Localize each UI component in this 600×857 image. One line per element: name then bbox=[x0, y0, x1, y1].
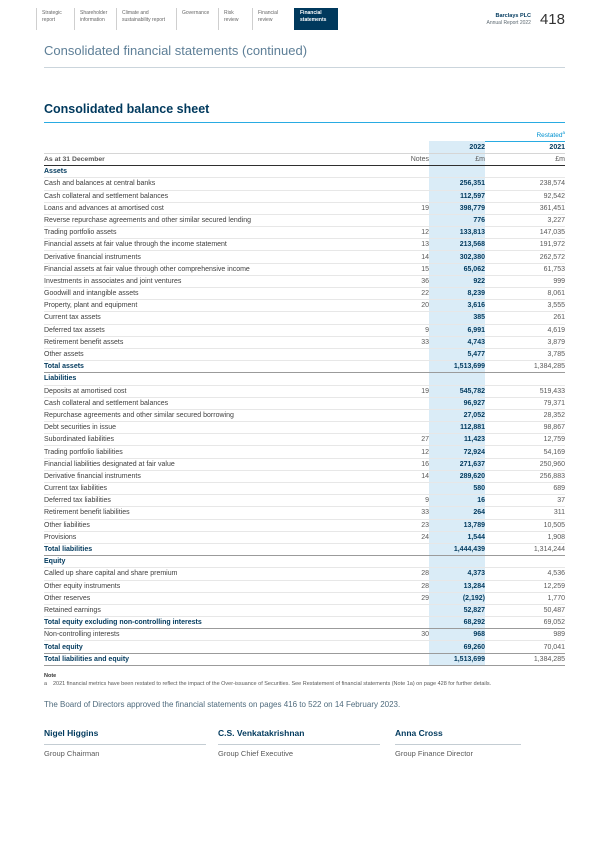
total-row: Total equity excluding non-controlling interests 68,292 69,052 bbox=[44, 617, 565, 629]
approval-statement: The Board of Directors approved the financial statements on pages 416 to 522 on 14 February 2023. bbox=[44, 699, 401, 709]
table-row: Retirement benefit assets 33 4,743 3,879 bbox=[44, 336, 565, 348]
signature-rule bbox=[218, 744, 380, 745]
restated-label: Restated$^a$ bbox=[485, 128, 565, 141]
footnote-text: 2021 financial metrics have been restated to reflect the impact of the Over-issuance of Securities. See Restatement of financial statements (Note 1a) on page 428 for further details. bbox=[53, 680, 492, 687]
tab-shareholder-information[interactable]: Shareholder information bbox=[74, 8, 116, 30]
tab-climate-and-sustainability-report[interactable]: Climate and sustainability report bbox=[116, 8, 176, 30]
column-header-2021: 2021 bbox=[485, 141, 565, 153]
page-number: 418 bbox=[539, 10, 565, 28]
table-row: Financial assets at fair value through other comprehensive income 15 65,062 61,753 bbox=[44, 263, 565, 275]
section-row: Assets bbox=[44, 166, 565, 178]
signatory-name: C.S. Venkatakrishnan bbox=[218, 727, 305, 738]
total-row: Total equity 69,260 70,041 bbox=[44, 641, 565, 653]
signatory-name: Nigel Higgins bbox=[44, 727, 99, 738]
table-row: Cash collateral and settlement balances 96,927 79,371 bbox=[44, 397, 565, 409]
table-row: Property, plant and equipment 20 3,616 3,555 bbox=[44, 300, 565, 312]
footnote bbox=[44, 681, 565, 687]
report-header bbox=[36, 8, 565, 30]
table-row: Other equity instruments 28 13,284 12,259 bbox=[44, 580, 565, 592]
page-title: Consolidated balance sheet bbox=[44, 102, 565, 123]
note-heading: Note bbox=[44, 672, 57, 679]
brand-subtitle: Annual Report 2022 bbox=[486, 19, 531, 26]
signature-block bbox=[44, 728, 565, 758]
table-row: Trading portfolio assets 12 133,813 147,035 bbox=[44, 227, 565, 239]
table-row: Current tax liabilities 580 689 bbox=[44, 483, 565, 495]
table-row: Provisions 24 1,544 1,908 bbox=[44, 531, 565, 543]
signature-rule bbox=[395, 744, 521, 745]
total-row: Total liabilities and equity 1,513,699 1,384,285 bbox=[44, 653, 565, 665]
unit-2022: £m bbox=[429, 153, 485, 165]
table-row: Debt securities in issue 112,881 98,867 bbox=[44, 422, 565, 434]
total-row: Total liabilities 1,444,439 1,314,244 bbox=[44, 543, 565, 555]
table-row: Retirement benefit liabilities 33 264 311 bbox=[44, 507, 565, 519]
table-row: Derivative financial instruments 14 302,380 262,572 bbox=[44, 251, 565, 263]
table-row: Reverse repurchase agreements and other similar secured lending 776 3,227 bbox=[44, 214, 565, 226]
section-row: Equity bbox=[44, 556, 565, 568]
section-title: Consolidated financial statements (continued) bbox=[44, 43, 565, 68]
header-brand-block bbox=[486, 8, 565, 30]
signatory-finance-director bbox=[395, 728, 521, 758]
signatory-title: Group Chairman bbox=[44, 748, 100, 758]
signature-rule bbox=[44, 744, 206, 745]
table-row: Investments in associates and joint ventures 36 922 999 bbox=[44, 275, 565, 287]
balance-sheet-body bbox=[44, 166, 565, 666]
table-row: Financial liabilities designated at fair value 16 271,637 250,960 bbox=[44, 458, 565, 470]
brand bbox=[486, 13, 530, 26]
tab-financial-review[interactable]: Financial review bbox=[252, 8, 294, 30]
brand-name: Barclays PLC bbox=[495, 12, 531, 19]
tab-governance[interactable]: Governance bbox=[176, 8, 218, 30]
table-row: Subordinated liabilities 27 11,423 12,759 bbox=[44, 434, 565, 446]
table-row: Cash collateral and settlement balances 112,597 92,542 bbox=[44, 190, 565, 202]
table-row: Repurchase agreements and other similar secured borrowing 27,052 28,352 bbox=[44, 409, 565, 421]
restated-header-row bbox=[44, 128, 565, 141]
year-header-row bbox=[44, 141, 565, 153]
column-header-2022: 2022 bbox=[429, 141, 485, 153]
signatory-chief-executive bbox=[218, 728, 395, 758]
signatory-chairman bbox=[44, 728, 218, 758]
tab-risk-review[interactable]: Risk review bbox=[218, 8, 252, 30]
tab-strategic-report[interactable]: Strategic report bbox=[36, 8, 74, 30]
table-row: Retained earnings 52,827 50,487 bbox=[44, 604, 565, 616]
table-row: Deferred tax assets 9 6,991 4,619 bbox=[44, 324, 565, 336]
footnote-marker-superscript: a bbox=[562, 130, 565, 136]
notes-column-header: Notes bbox=[393, 153, 429, 165]
units-header-row bbox=[44, 153, 565, 165]
signatory-name: Anna Cross bbox=[395, 727, 443, 738]
table-row: Cash and balances at central banks 256,351 238,574 bbox=[44, 178, 565, 190]
table-row: Deferred tax liabilities 9 16 37 bbox=[44, 495, 565, 507]
table-row: Non-controlling interests 30 968 989 bbox=[44, 629, 565, 641]
table-row: Derivative financial instruments 14 289,620 256,883 bbox=[44, 470, 565, 482]
table-row: Goodwill and intangible assets 22 8,239 8,061 bbox=[44, 288, 565, 300]
signatory-title: Group Chief Executive bbox=[218, 748, 294, 758]
header-tabs bbox=[36, 8, 338, 30]
signatory-title: Group Finance Director bbox=[395, 748, 473, 758]
table-row: Current tax assets 385 261 bbox=[44, 312, 565, 324]
table-row: Deposits at amortised cost 19 545,782 519,433 bbox=[44, 385, 565, 397]
table-row: Called up share capital and share premium 28 4,373 4,536 bbox=[44, 568, 565, 580]
tab-financial-statements[interactable]: Financial statements bbox=[294, 8, 338, 30]
section-row: Liabilities bbox=[44, 373, 565, 385]
table-row: Financial assets at fair value through the income statement 13 213,568 191,972 bbox=[44, 239, 565, 251]
total-row: Total assets 1,513,699 1,384,285 bbox=[44, 361, 565, 373]
as-at-label: As at 31 December bbox=[44, 153, 393, 165]
table-row: Other liabilities 23 13,789 10,505 bbox=[44, 519, 565, 531]
footnote-marker: a bbox=[44, 680, 48, 687]
table-row: Loans and advances at amortised cost 19 398,779 361,451 bbox=[44, 202, 565, 214]
table-row: Other reserves 29 (2,192) 1,770 bbox=[44, 592, 565, 604]
unit-2021: £m bbox=[485, 153, 565, 165]
balance-sheet-table bbox=[44, 128, 565, 666]
table-row: Trading portfolio liabilities 12 72,924 54,169 bbox=[44, 446, 565, 458]
table-row: Other assets 5,477 3,785 bbox=[44, 348, 565, 360]
